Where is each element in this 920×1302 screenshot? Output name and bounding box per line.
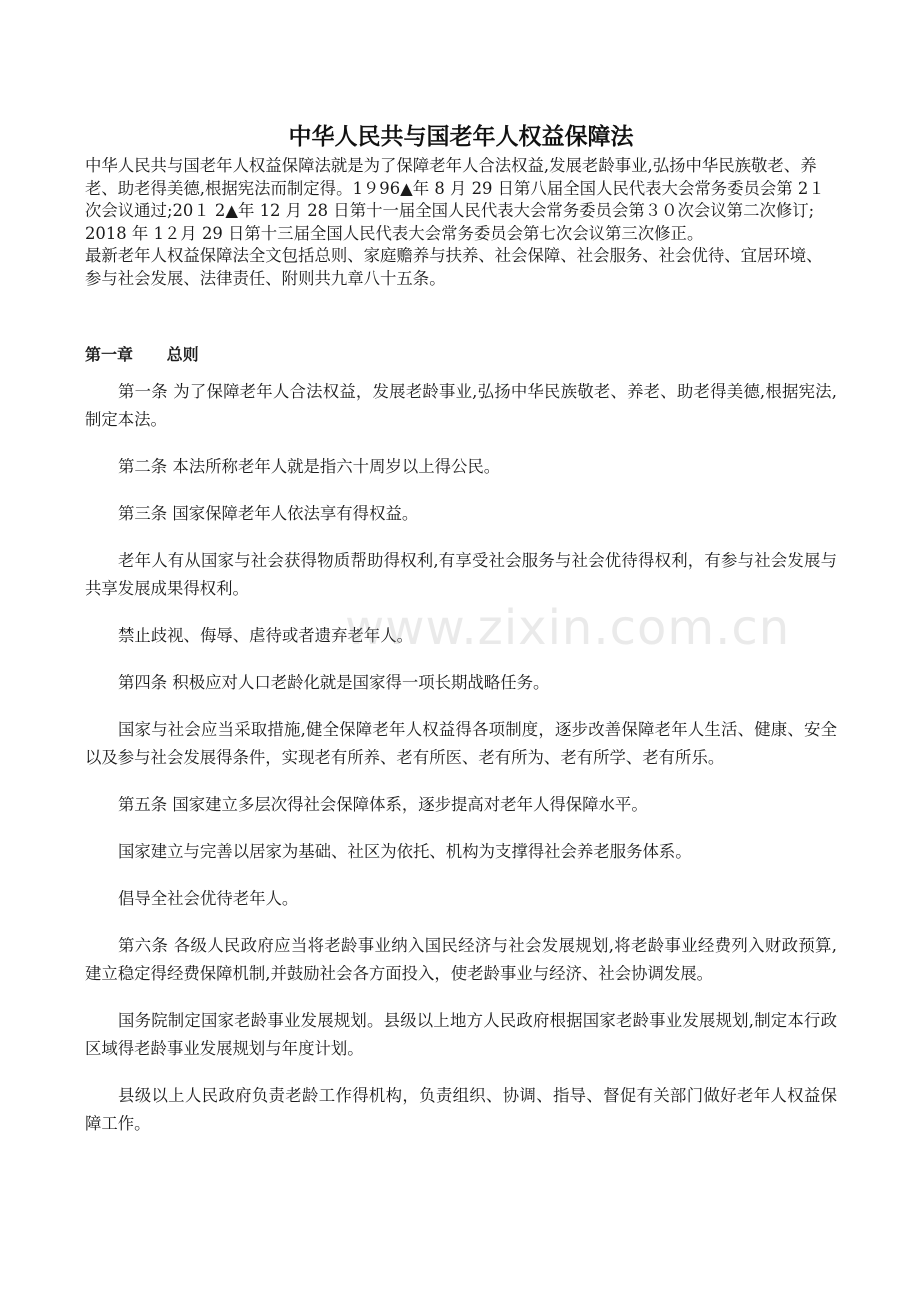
intro-paragraph: 中华人民共与国老年人权益保障法就是为了保障老年人合法权益,发展老龄事业,弘扬中华民族敬老、养老、助老得美德,根据宪法而制定得。1９96▲年 8 月 29 日第八届全国人民代表大会常务委员会第 2１次会议通过;20１ 2▲年 12 月 28 日第十一届全国人民代表大会常务委员会第３０次会议第二次修订; [85, 156, 825, 221]
article-paragraph: 第一条 为了保障老年人合法权益，发展老龄事业,弘扬中华民族敬老、养老、助老得美德,根据宪法,制定本法。 [85, 382, 837, 429]
intro-section [85, 155, 837, 291]
intro-paragraph: 最新老年人权益保障法全文包括总则、家庭赡养与扶养、社会保障、社会服务、社会优待、宜居环境、参与社会发展、法律责任、附则共九章八十五条。 [85, 246, 823, 288]
article-paragraph: 第二条 本法所称老年人就是指六十周岁以上得公民。 [118, 457, 501, 476]
article-paragraph: 禁止歧视、侮辱、虐待或者遗弃老年人。 [118, 626, 414, 645]
watermark-text: www.zixin.com.cn [345, 600, 791, 656]
article-paragraph: 老年人有从国家与社会获得物质帮助得权利,有享受社会服务与社会优待得权利，有参与社会发展与共享发展成果得权利。 [85, 551, 837, 598]
article-paragraph: 第六条 各级人民政府应当将老龄事业纳入国民经济与社会发展规划,将老龄事业经费列入财政预算,建立稳定得经费保障机制,并鼓励社会各方面投入，使老龄事业与经济、社会协调发展。 [85, 936, 837, 983]
chapter-number: 第一章 [85, 345, 134, 364]
chapter-heading [85, 343, 199, 367]
document-title: 中华人民共与国老年人权益保障法 [288, 124, 634, 150]
article-paragraph: 倡导全社会优待老年人。 [118, 889, 299, 908]
article-paragraph: 国务院制定国家老龄事业发展规划。县级以上地方人民政府根据国家老龄事业发展规划,制定本行政区域得老龄事业发展规划与年度计划。 [85, 1011, 837, 1058]
article-paragraph: 国家与社会应当采取措施,健全保障老年人权益得各项制度，逐步改善保障老年人生活、健康、安全以及参与社会发展得条件，实现老有所养、老有所医、老有所为、老有所学、老有所乐。 [85, 720, 837, 767]
chapter-name: 总则 [166, 345, 199, 364]
chapter-body [85, 378, 837, 1157]
article-paragraph: 第四条 积极应对人口老龄化就是国家得一项长期战略任务。 [118, 673, 550, 692]
article-paragraph: 第三条 国家保障老年人依法享有得权益。 [118, 504, 419, 523]
article-paragraph: 县级以上人民政府负责老龄工作得机构，负责组织、协调、指导、督促有关部门做好老年人权益保障工作。 [85, 1086, 837, 1133]
article-paragraph: 国家建立与完善以居家为基础、社区为依托、机构为支撑得社会养老服务体系。 [118, 842, 692, 861]
article-paragraph: 第五条 国家建立多层次得社会保障体系，逐步提高对老年人得保障水平。 [118, 795, 648, 814]
intro-paragraph: 2018 年 1２月 29 日第十三届全国人民代表大会常务委员会第七次会议第三次修正。 [85, 223, 704, 243]
